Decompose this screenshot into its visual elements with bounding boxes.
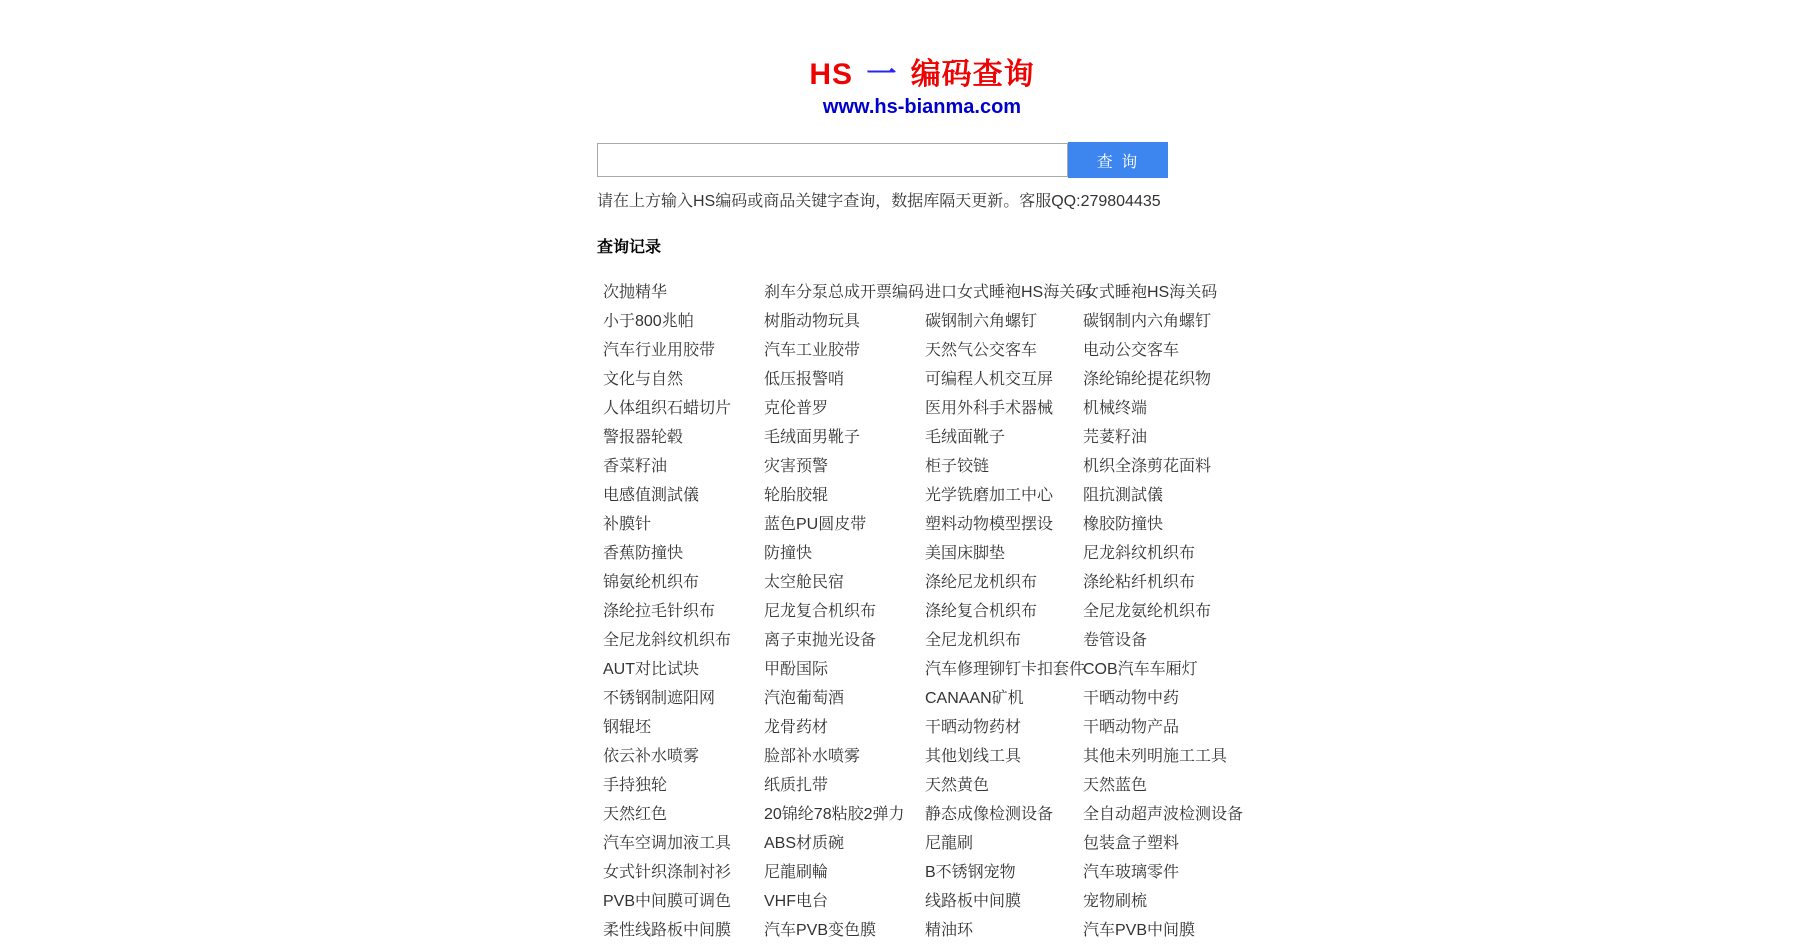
record-link[interactable]: 尼龍刷輪 bbox=[764, 864, 829, 881]
record-link[interactable]: 涤纶复合机织布 bbox=[925, 603, 1038, 620]
record-link[interactable]: 天然红色 bbox=[603, 806, 668, 823]
record-link[interactable]: CANAAN矿机 bbox=[925, 690, 1024, 707]
record-link[interactable]: 防撞快 bbox=[764, 545, 813, 562]
record-link[interactable]: 汽车空调加液工具 bbox=[603, 835, 732, 852]
search-hint: 请在上方输入HS编码或商品关键字查询，数据库隔天更新。客服QQ:279804435 bbox=[597, 193, 1161, 210]
record-link[interactable]: 电感值測試儀 bbox=[603, 487, 700, 504]
record-link[interactable]: 龙骨药材 bbox=[764, 719, 829, 736]
record-link[interactable]: 刹车分泵总成开票编码 bbox=[764, 284, 925, 301]
record-link[interactable]: 阻抗測試儀 bbox=[1083, 487, 1164, 504]
record-link[interactable]: 纸质扎带 bbox=[764, 777, 829, 794]
record-link[interactable]: 钢辊坯 bbox=[603, 719, 652, 736]
record-link[interactable]: 机织全涤剪花面料 bbox=[1083, 458, 1212, 475]
record-link[interactable]: 卷管设备 bbox=[1083, 632, 1148, 649]
record-link[interactable]: 其他划线工具 bbox=[925, 748, 1022, 765]
search-bar bbox=[597, 142, 1247, 178]
search-button[interactable]: 查 询 bbox=[1068, 142, 1168, 178]
record-link[interactable]: 汽车工业胶带 bbox=[764, 342, 861, 359]
record-link[interactable]: 香菜籽油 bbox=[603, 458, 668, 475]
record-link[interactable]: 涤纶尼龙机织布 bbox=[925, 574, 1038, 591]
record-link[interactable]: 进口女式睡袍HS海关码 bbox=[925, 284, 1092, 301]
record-link[interactable]: 电动公交客车 bbox=[1083, 342, 1180, 359]
record-link[interactable]: 天然蓝色 bbox=[1083, 777, 1148, 794]
record-link[interactable]: 精油环 bbox=[925, 922, 974, 939]
record-link[interactable]: 汽车修理铆钉卡扣套件 bbox=[925, 661, 1086, 678]
record-link[interactable]: 汽车玻璃零件 bbox=[1083, 864, 1180, 881]
record-link[interactable]: 天然气公交客车 bbox=[925, 342, 1038, 359]
record-link[interactable]: 太空舱民宿 bbox=[764, 574, 845, 591]
record-link[interactable]: 次抛精华 bbox=[603, 284, 668, 301]
record-link[interactable]: 柜子铰链 bbox=[925, 458, 990, 475]
record-link[interactable]: 汽车PVB变色膜 bbox=[764, 922, 877, 939]
record-link[interactable]: 小于800兆帕 bbox=[603, 313, 694, 330]
record-link[interactable]: 柔性线路板中间膜 bbox=[603, 922, 732, 939]
site-title-dash: 一 bbox=[866, 58, 898, 91]
record-link[interactable]: 香蕉防撞快 bbox=[603, 545, 684, 562]
record-link[interactable]: 毛绒面靴子 bbox=[925, 429, 1006, 446]
record-link[interactable]: 低压报警哨 bbox=[764, 371, 845, 388]
record-link[interactable]: 美国床脚垫 bbox=[925, 545, 1006, 562]
record-link[interactable]: 尼龙复合机织布 bbox=[764, 603, 877, 620]
record-link[interactable]: 干晒动物中药 bbox=[1083, 690, 1180, 707]
record-link[interactable]: 20锦纶78粘胶2弹力 bbox=[764, 806, 905, 823]
records-heading: 查询记录 bbox=[597, 239, 662, 256]
record-link[interactable]: 宠物刷梳 bbox=[1083, 893, 1148, 910]
record-link[interactable]: 脸部补水喷雾 bbox=[764, 748, 861, 765]
record-link[interactable]: 毛绒面男靴子 bbox=[764, 429, 861, 446]
record-link[interactable]: 不锈钢制遮阳网 bbox=[603, 690, 716, 707]
record-link[interactable]: 汽泡葡萄酒 bbox=[764, 690, 845, 707]
record-link[interactable]: 涤纶拉毛针织布 bbox=[603, 603, 716, 620]
record-link[interactable]: 手持独轮 bbox=[603, 777, 668, 794]
record-link[interactable]: 天然黄色 bbox=[925, 777, 990, 794]
record-link[interactable]: ABS材质碗 bbox=[764, 835, 845, 852]
record-link[interactable]: 依云补水喷雾 bbox=[603, 748, 700, 765]
record-link[interactable]: 女式睡袍HS海关码 bbox=[1083, 284, 1218, 301]
site-title bbox=[597, 58, 1247, 92]
record-link[interactable]: 全自动超声波检测设备 bbox=[1083, 806, 1244, 823]
record-link[interactable]: 灾害预警 bbox=[764, 458, 829, 475]
record-link[interactable]: 克伦普罗 bbox=[764, 400, 829, 417]
record-link[interactable]: 全尼龙机织布 bbox=[925, 632, 1022, 649]
record-link[interactable]: 警报器轮毂 bbox=[603, 429, 684, 446]
record-link[interactable]: COB汽车车厢灯 bbox=[1083, 661, 1198, 678]
record-link[interactable]: 静态成像检测设备 bbox=[925, 806, 1054, 823]
record-link[interactable]: 线路板中间膜 bbox=[925, 893, 1022, 910]
record-link[interactable]: 补膜针 bbox=[603, 516, 652, 533]
record-link[interactable]: 锦氨纶机织布 bbox=[603, 574, 700, 591]
record-link[interactable]: 光学铣磨加工中心 bbox=[925, 487, 1054, 504]
record-link[interactable]: 全尼龙氨纶机织布 bbox=[1083, 603, 1212, 620]
record-link[interactable]: 女式针织涤制衬衫 bbox=[603, 864, 732, 881]
record-link[interactable]: PVB中间膜可调色 bbox=[603, 893, 732, 910]
record-link[interactable]: 文化与自然 bbox=[603, 371, 684, 388]
record-link[interactable]: 涤纶锦纶提花织物 bbox=[1083, 371, 1212, 388]
page-container bbox=[597, 0, 1247, 945]
record-link[interactable]: 全尼龙斜纹机织布 bbox=[603, 632, 732, 649]
record-link[interactable]: 汽车PVB中间膜 bbox=[1083, 922, 1196, 939]
record-link[interactable]: 尼龙斜纹机织布 bbox=[1083, 545, 1196, 562]
search-input[interactable] bbox=[597, 143, 1068, 177]
record-link[interactable]: 芫荽籽油 bbox=[1083, 429, 1148, 446]
record-link[interactable]: 尼龍刷 bbox=[925, 835, 974, 852]
record-link[interactable]: AUT对比试块 bbox=[603, 661, 700, 678]
site-url: www.hs-bianma.com bbox=[822, 96, 1022, 118]
record-link[interactable]: 其他未列明施工工具 bbox=[1083, 748, 1228, 765]
record-link[interactable]: 碳钢制内六角螺钉 bbox=[1083, 313, 1212, 330]
record-link[interactable]: 塑料动物模型摆设 bbox=[925, 516, 1054, 533]
record-link[interactable]: 轮胎胶辊 bbox=[764, 487, 829, 504]
records-grid bbox=[603, 278, 1263, 945]
record-link[interactable]: 包装盒子塑料 bbox=[1083, 835, 1180, 852]
record-link[interactable]: 树脂动物玩具 bbox=[764, 313, 861, 330]
record-link[interactable]: 干晒动物药材 bbox=[925, 719, 1022, 736]
record-link[interactable]: 医用外科手术器械 bbox=[925, 400, 1054, 417]
record-link[interactable]: 人体组织石蜡切片 bbox=[603, 400, 732, 417]
site-title-hs: HS bbox=[809, 58, 853, 91]
record-link[interactable]: 干晒动物产品 bbox=[1083, 719, 1180, 736]
record-link[interactable]: 甲酚国际 bbox=[764, 661, 829, 678]
site-title-rest: 编码查询 bbox=[910, 58, 1035, 91]
record-link[interactable]: VHF电台 bbox=[764, 893, 829, 910]
record-link[interactable]: 汽车行业用胶带 bbox=[603, 342, 716, 359]
record-link[interactable]: 涤纶粘纤机织布 bbox=[1083, 574, 1196, 591]
record-link[interactable]: 机械终端 bbox=[1083, 400, 1148, 417]
record-link[interactable]: 离子束抛光设备 bbox=[764, 632, 877, 649]
record-link[interactable]: B不锈钢宠物 bbox=[925, 864, 1016, 881]
record-link[interactable]: 蓝色PU圆皮带 bbox=[764, 516, 867, 533]
record-link[interactable]: 可编程人机交互屏 bbox=[925, 371, 1054, 388]
record-link[interactable]: 碳钢制六角螺钉 bbox=[925, 313, 1038, 330]
site-header bbox=[597, 58, 1247, 118]
record-link[interactable]: 橡胶防撞快 bbox=[1083, 516, 1164, 533]
